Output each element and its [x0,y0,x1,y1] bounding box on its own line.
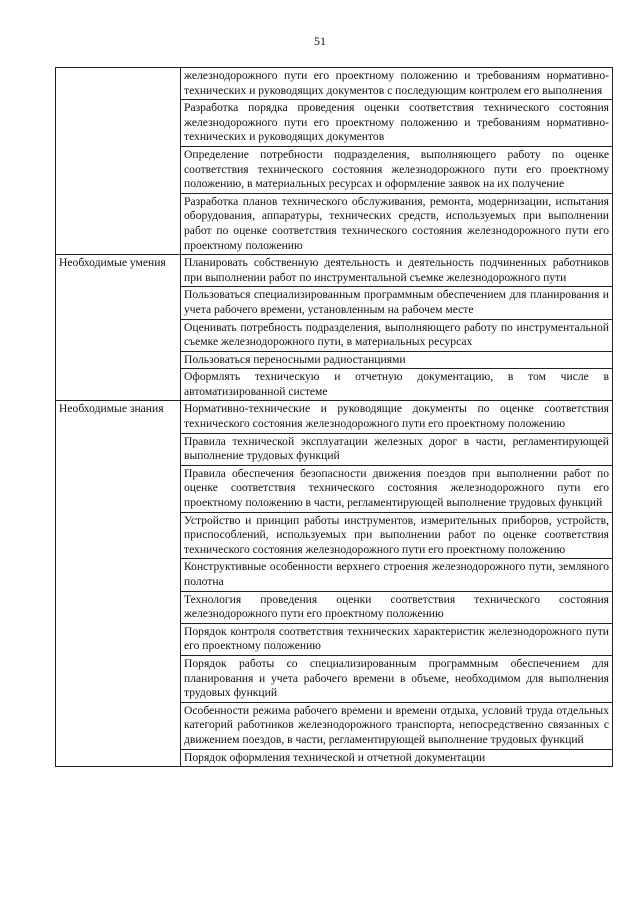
section-label-cell [56,255,181,401]
table-cell: Порядок контроля соответствия технических характеристик железнодорожного пути его проектному положению [181,623,613,655]
table-cell: Правила технической эксплуатации железных дорог в части, регламентирующей выполнение трудовых функций [181,433,613,465]
table-cell: Особенности режима рабочего времени и времени отдыха, условий труда отдельных категорий работников железнодорожного транспорта, непосредственно связанных с движением поездов, в части, регламентирующей выполнение трудовых функций [181,702,613,749]
table-cell: Пользоваться переносными радиостанциями [181,351,613,369]
table-cell: Разработка порядка проведения оценки соответствия технического состояния железнодорожного пути его проектному положению и требованиям нормативно-технических и руководящих документов [181,100,613,147]
table-cell: Нормативно-технические и руководящие документы по оценке соответствия технического состояния железнодорожного пути его проектному положению [181,401,613,433]
table-row [56,255,613,287]
table-cell: Порядок работы со специализированным программным обеспечением для планирования и учета рабочего времени в объеме, необходимом для выполнения трудовых функций [181,655,613,702]
section-label-cell [56,68,181,255]
table-row [56,401,613,433]
table-cell: Правила обеспечения безопасности движения поездов при выполнении работ по оценке соответствия технического состояния железнодорожного пути его проектному положению в части, регламентирующей выполнение трудовых функций [181,465,613,512]
table-cell: Конструктивные особенности верхнего строения железнодорожного пути, земляного полотна [181,559,613,591]
table-cell: Порядок оформления технической и отчетной документации [181,749,613,767]
table-cell: Пользоваться специализированным программным обеспечением для планирования и учета рабочего времени, установленным на рабочем месте [181,287,613,319]
table-cell: Определение потребности подразделения, выполняющего работу по оценке соответствия технического состояния железнодорожного пути его проектному положению, в материальных ресурсах и оформление заявок на их получение [181,146,613,193]
table-row [56,68,613,100]
table-cell: Разработка планов технического обслуживания, ремонта, модернизации, испытания оборудования, аппаратуры, технических средств, используемых при выполнении работ по оценке соответствия технического состояния железнодорожного пути его проектному положению [181,193,613,254]
table-cell: Устройство и принцип работы инструментов, измерительных приборов, устройств, приспособлений, используемых при выполнении работ по оценке соответствия технического состояния железнодорожного пути его проектному положению [181,512,613,559]
table-cell: Оформлять техническую и отчетную документацию, в том числе в автоматизированной системе [181,369,613,401]
section-label-cell [56,401,181,767]
section-label: Необходимые знания [59,402,164,416]
page-number: 51 [314,34,326,48]
table-cell: Оценивать потребность подразделения, выполняющего работу по инструментальной съемке железнодорожного пути, в материальных ресурсах [181,319,613,351]
table-cell: железнодорожного пути его проектному положению и требованиям нормативно-технических и руководящих документов с последующим контролем его выполнения [181,68,613,100]
requirements-table [55,67,613,767]
table-cell: Планировать собственную деятельность и деятельность подчиненных работников при выполнении работ по инструментальной съемке железнодорожного пути [181,255,613,287]
section-label: Необходимые умения [59,256,166,270]
table-cell: Технология проведения оценки соответствия технического состояния железнодорожного пути его проектному положению [181,591,613,623]
